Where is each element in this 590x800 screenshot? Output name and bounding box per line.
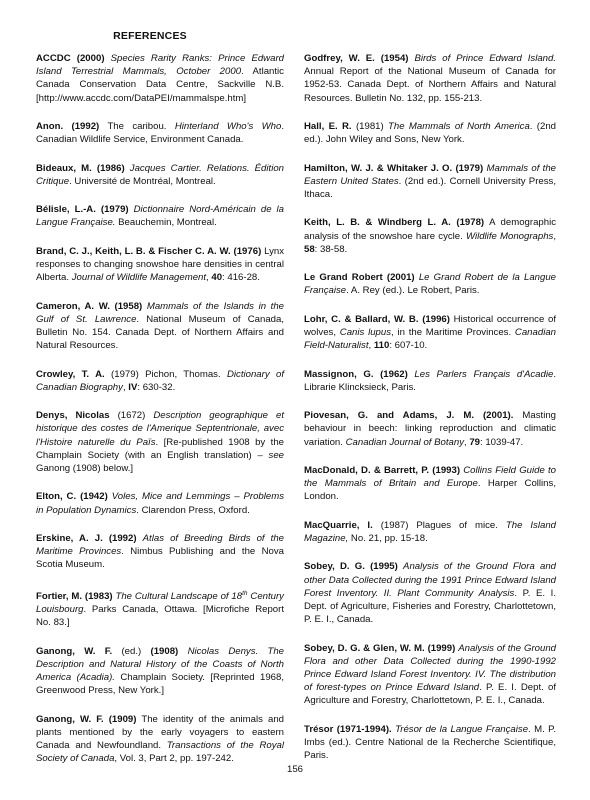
reference-text: A demographic analysis of the snowshoe hare cycle. xyxy=(304,217,557,242)
reference-title: Voles, Mice and Lemmings – Problems in Population Dynamics xyxy=(36,491,284,516)
reference-entry xyxy=(304,162,556,202)
reference-author: Anon. (1992) xyxy=(36,121,100,132)
reference-author: MacQuarrie, I. xyxy=(304,519,373,531)
reference-text: . P. E. I. Dept. of Agriculture, Fisheries and Forestry, Charlottetown, P. E. I., Canada. xyxy=(304,587,556,626)
reference-entry xyxy=(36,713,284,766)
reference-text: : 607-10. xyxy=(389,340,428,352)
reference-author: Fortier, M. (1983) xyxy=(36,590,113,602)
reference-entry xyxy=(36,368,284,394)
reference-author: Denys, Nicolas xyxy=(36,410,110,422)
reference-title: Analysis of the Ground Flora and other Data Collected during the 1990-1992 Prince Edward Island Forest Inventory. IV. The distribution of forest-types on Prince Edward Island xyxy=(304,642,556,694)
reference-title: Mammals of the Islands in the Gulf of St. Lawrence xyxy=(36,300,284,325)
reference-text: Lynx responses to changing snowshoe hare densities in central Alberta. xyxy=(36,245,284,284)
reference-title: Description geographique et historique des costes de l'Amerique Septentrionale, avec l'Histoire naturelle du Païs xyxy=(36,410,284,448)
reference-entry xyxy=(36,645,284,698)
reference-author: Le Grand Robert (2001) xyxy=(304,272,415,284)
reference-title: Jacques Cartier. Relations. Édition Critique xyxy=(36,162,284,187)
reference-title: Canis lupus xyxy=(339,326,392,338)
reference-author: Hamilton, W. J. & Whitaker J. O. (1979) xyxy=(304,162,484,174)
reference-text: . [Re-published 1908 by the Champlain Society (with an English translation) – xyxy=(36,436,284,461)
references-right-column xyxy=(304,52,556,778)
reference-title: Les Parlers Français d'Acadie xyxy=(414,368,554,380)
reference-author: Erskine, A. J. (1992) xyxy=(36,532,137,544)
reference-text: Annual Report of the National Museum of Canada for 1952-53. Canada Dept. of Northern Affairs and Natural Resources. Bulletin No. 132, pp. 155-213. xyxy=(304,66,556,104)
page-number: 156 xyxy=(286,764,303,775)
reference-text: . P. E. I. Dept. of Agriculture and Forestry, Charlottetown, P. E. I., Canada. xyxy=(304,682,556,707)
reference-entry xyxy=(304,519,556,545)
reference-text: , in the Maritime Provinces. xyxy=(391,326,515,338)
reference-entry xyxy=(304,642,556,708)
reference-author: Trésor (1971-1994). xyxy=(304,723,392,735)
reference-title: Wildlife Monographs xyxy=(465,230,554,242)
reference-text: (1979) Pichon, Thomas. xyxy=(104,368,227,380)
reference-title: Species Rarity Ranks: Prince Edward Island Terrestrial Mammals, October 2000 xyxy=(36,53,284,78)
reference-title: Dictionnaire Nord-Américain de la Langue Française. xyxy=(36,204,284,229)
reference-entry xyxy=(36,52,284,105)
reference-text: . (2nd ed.). Cornell University Press, Ithaca. xyxy=(304,175,556,200)
reference-text: , xyxy=(206,272,212,284)
reference-title: Collins Field Guide to the Mammals of Britain and Europe xyxy=(304,464,556,490)
reference-text: . National Museum of Canada, Bulletin No. 154. Canada Dept. of Northern Affairs and Natural Resources. xyxy=(36,313,284,352)
reference-text: . M. P. Imbs (ed.). Centre National de la Recherche Scientifique, Paris. xyxy=(304,723,556,762)
reference-author: Bideaux, M. (1986) xyxy=(36,162,125,174)
reference-text: , xyxy=(553,230,556,242)
reference-entry xyxy=(304,409,556,449)
reference-entry xyxy=(36,532,284,572)
reference-title: Trésor de la Langue Française xyxy=(395,723,529,735)
reference-author: Brand, C. J., Keith, L. B. & Fischer C. A. W. (1976) xyxy=(36,245,262,257)
reference-author: Lohr, C. & Ballard, W. B. (1996) xyxy=(304,313,450,325)
reference-text: . Parks Canada, Ottawa. [Microfiche Report No. 83.] xyxy=(36,604,284,629)
reference-author: Godfrey, W. E. (1954) xyxy=(304,53,409,64)
reference-author: MacDonald, D. & Barrett, P. (1993) xyxy=(304,464,461,476)
reference-text: . Université de Montréal, Montreal. xyxy=(69,175,216,187)
reference-text: : 416-28. xyxy=(222,272,260,284)
reference-entry xyxy=(36,162,284,188)
reference-text: Ganong (1908) below.] xyxy=(36,462,134,474)
reference-entry xyxy=(304,368,556,394)
reference-text: 110 xyxy=(373,340,390,352)
reference-title: Canadian Journal of Botany xyxy=(345,436,464,448)
reference-text: . (2nd ed.). John Wiley and Sons, New York. xyxy=(304,121,557,146)
reference-entry xyxy=(36,300,284,353)
reference-author: Elton, C. (1942) xyxy=(36,491,108,503)
reference-text: : 38-58. xyxy=(314,243,348,255)
reference-author: Crowley, T. A. xyxy=(36,368,105,380)
reference-entry xyxy=(36,203,284,229)
reference-title: Nicolas Denys. The Description and Natural History of the Coasts of North America (Acadia). xyxy=(36,645,285,684)
reference-text: , xyxy=(464,436,470,448)
page-heading: REFERENCES xyxy=(113,30,187,42)
reference-author: Sobey, D. G. & Glen, W. M. (1999) xyxy=(304,642,456,654)
reference-text xyxy=(178,646,187,657)
reference-text: . A. Rey (ed.). Le Robert, Paris. xyxy=(346,285,480,297)
reference-text: : 630-32. xyxy=(137,381,176,393)
reference-text: (1987) Plagues of mice. xyxy=(372,519,506,531)
reference-author: Piovesan, G. and Adams, J. M. (2001). xyxy=(304,410,514,422)
reference-text: Beauchemin, Montreal. xyxy=(115,217,217,229)
reference-text: The caribou. xyxy=(99,121,175,132)
reference-entry xyxy=(36,120,284,146)
reference-entry xyxy=(304,120,556,146)
reference-author: Bélisle, L.-A. (1979) xyxy=(36,204,129,216)
reference-text: . Clarendon Press, Oxford. xyxy=(136,504,250,516)
reference-entry xyxy=(36,490,284,516)
reference-text: 79 xyxy=(469,436,481,448)
reference-entry xyxy=(36,587,284,630)
reference-text: Champlain Society. [Reprinted 1968, Greenwood Press, New York.] xyxy=(36,672,284,697)
reference-author: Keith, L. B. & Windberg L. A. (1978) xyxy=(304,217,485,229)
reference-author: Hall, E. R. xyxy=(304,121,352,132)
reference-author: Sobey, D. G. (1995) xyxy=(304,561,398,573)
reference-title: Hinterland Who's Who xyxy=(174,121,282,132)
references-left-column xyxy=(36,52,284,781)
reference-text: , xyxy=(122,381,129,393)
reference-text: : 1039-47. xyxy=(480,436,524,448)
reference-text: Historical occurrence of wolves, xyxy=(304,313,556,338)
reference-entry xyxy=(304,52,556,105)
reference-text: (1672) xyxy=(109,410,154,422)
reference-title: Analysis of the Ground Flora and other Data Collected during the 1991 Prince Edward Island Forest Inventory. II. Plant Community Analysis xyxy=(304,561,556,599)
reference-entry xyxy=(36,409,284,475)
reference-title: Transactions of the Royal Society of Canada xyxy=(36,740,284,765)
reference-entry xyxy=(304,313,556,353)
reference-text: IV xyxy=(128,381,138,393)
reference-title: The Island Magazine, xyxy=(304,519,556,544)
reference-author: Massignon, G. (1962) xyxy=(304,368,408,380)
reference-text: . Canadian Wildlife Service, Environment Canada. xyxy=(36,121,284,146)
reference-title: Birds of Prince Edward Island. xyxy=(414,53,557,64)
reference-entry xyxy=(304,216,556,256)
reference-author: ACCDC (2000) xyxy=(36,53,105,64)
reference-author: Ganong, W. F. (1909) xyxy=(36,713,137,725)
reference-title: see xyxy=(268,449,284,461)
reference-title: Dictionary of Canadian Biography xyxy=(36,368,284,393)
reference-entry xyxy=(304,271,556,297)
reference-text: . Librarie Klincksieck, Paris. xyxy=(304,368,556,393)
reference-text: Masting behaviour in beech: linking reproduction and climatic variation. xyxy=(304,410,556,448)
reference-title: Century Louisbourg xyxy=(36,590,284,616)
reference-title: Le Grand Robert de la Langue Française xyxy=(304,272,557,297)
reference-entry xyxy=(304,723,556,763)
reference-text: 40 xyxy=(211,272,223,284)
reference-text: (ed.) xyxy=(112,645,151,657)
reference-text: The identity of the animals and plants mentioned by the early voyagers to eastern Canada and Newfoundland. xyxy=(36,713,284,752)
reference-text: . Atlantic Canada Conservation Data Centre, Sackville N.B. [http://www.accdc.com/DataPEI/mammalspe.htm] xyxy=(36,66,284,104)
reference-entry xyxy=(304,464,556,504)
reference-text: No. 21, pp. 15-18. xyxy=(348,532,428,544)
reference-text: , xyxy=(368,340,374,352)
reference-title: Mammals of the Eastern United States xyxy=(304,162,556,187)
reference-text: th xyxy=(242,589,248,597)
reference-entry xyxy=(36,245,284,285)
reference-title: Canadian Field-Naturalist xyxy=(304,326,556,352)
reference-author: Ganong, W. F. xyxy=(36,645,113,657)
reference-text: , Vol. 3, Part 2, pp. 197-242. xyxy=(114,753,234,765)
reference-text: (1908) xyxy=(150,645,179,657)
reference-title: Atlas of Breeding Birds of the Maritime Provinces xyxy=(36,532,284,558)
reference-title: The Mammals of North America xyxy=(388,121,530,132)
reference-text: . Harper Collins, London. xyxy=(304,478,556,503)
reference-text: (1981) xyxy=(351,121,389,132)
reference-title: Journal of Wildlife Management xyxy=(71,272,207,284)
reference-entry xyxy=(304,560,556,626)
reference-title: The Cultural Landscape of 18 xyxy=(115,590,243,602)
reference-text: . Nimbus Publishing and the Nova Scotia Museum. xyxy=(36,546,284,571)
reference-text: 58 xyxy=(304,243,315,255)
reference-author: Cameron, A. W. (1958) xyxy=(36,300,143,312)
